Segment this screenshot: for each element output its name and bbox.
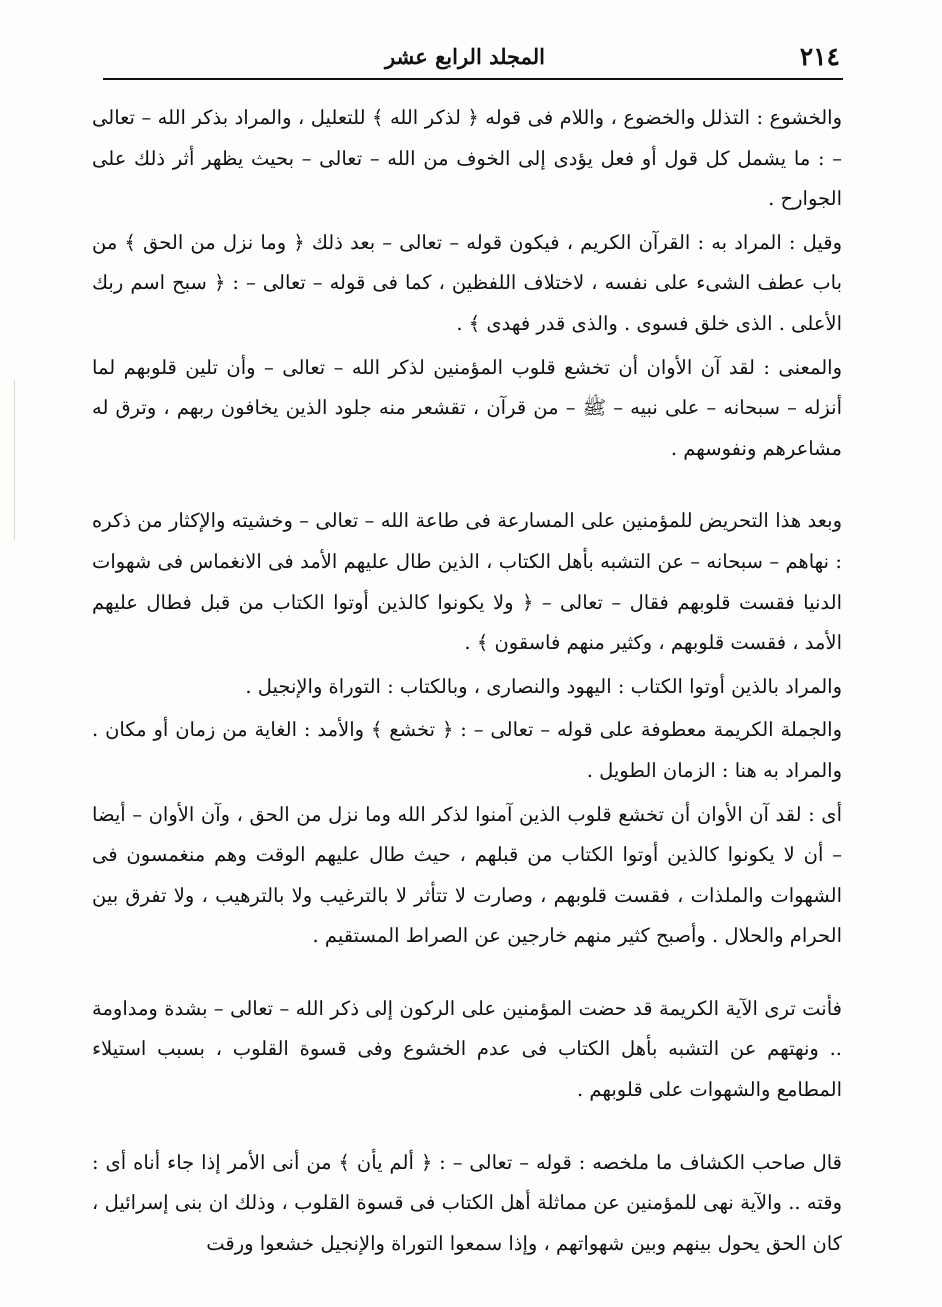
header-divider (103, 78, 843, 80)
paragraph-khushu-definition: والخشوع : التذلل والخضوع ، واللام فى قوله ﴿ لذكر الله ﴾ للتعليل ، والمراد بذكر الله – تعالى – : ما يشمل كل قول أو فعل يؤدى إلى الخوف من الله – تعالى – بحيث يظهر أثر ذلك على الجوارح . (92, 106, 842, 211)
scan-edge-mark (14, 380, 15, 540)
running-header (105, 38, 840, 78)
page-number: ٢١٤ (799, 42, 840, 71)
volume-title: المجلد الرابع عشر (384, 44, 545, 69)
body-text (92, 98, 842, 1264)
paragraph-amad-definition: والجملة الكريمة معطوفة على قوله – تعالى – : ﴿ تخشع ﴾ والأمد : الغاية من زمان أو مكان . والمراد به هنا : الزمان الطويل . (92, 718, 842, 782)
paragraph-people-of-book-definition: والمراد بالذين أوتوا الكتاب : اليهود والنصارى ، وبالكتاب : التوراة والإنجيل . (245, 674, 842, 698)
paragraph-quran-interpretation: وقيل : المراد به : القرآن الكريم ، فيكون قوله – تعالى – بعد ذلك ﴿ وما نزل من الحق ﴾ من باب عطف الشىء على نفسه ، لاختلاف اللفظين ، كما فى قوله – تعالى – : ﴿ سبح اسم ربك الأعلى . الذى خلق فسوى . والذى قدر فهدى ﴾ . (92, 230, 842, 335)
paragraph-kashshaf-quote: قال صاحب الكشاف ما ملخصه : قوله – تعالى – : ﴿ ألم يأن ﴾ من أنى الأمر إذا جاء أناه أى : وقته .. والآية نهى للمؤمنين عن مماثلة أهل الكتاب فى قسوة القلوب ، وذلك ان بنى إسرائيل ، كان الحق يحول بينهم وبين شهواتهم ، وإذا سمعوا التوراة والإنجيل خشعوا ورقت (92, 1150, 842, 1255)
paragraph-verse-commentary: فأنت ترى الآية الكريمة قد حضت المؤمنين على الركون إلى ذكر الله – تعالى – بشدة ومداومة .. ونهتهم عن التشبه بأهل الكتاب فى عدم الخشوع وفى قسوة القلوب ، بسبب استيلاء المطامع والشهوات على قلوبهم . (92, 996, 842, 1102)
paragraph-summary-meaning: أى : لقد آن الأوان أن تخشع قلوب الذين آمنوا لذكر الله وما نزل من الحق ، وآن الأوان – أيضا – أن لا يكونوا كالذين أوتوا الكتاب من قبلهم ، حيث طال عليهم الوقت وهم منغمسون فى الشهوات والملذات ، فقست قلوبهم ، وصارت لا تتأثر لا بالترغيب ولا بالترهيب ، ولا تفرق بين الحرام والحلال . وأصبح كثير منهم خارجين عن الصراط المستقيم . (92, 802, 842, 948)
paragraph-meaning: والمعنى : لقد آن الأوان أن تخشع قلوب المؤمنين لذكر الله – تعالى – وأن تلين قلوبهم لما أنزله – سبحانه – على نبيه – ﷺ – من قرآن ، تقشعر منه جلود الذين يخافون ربهم ، وترق له مشاعرهم ونفوسهم . (92, 355, 842, 460)
paragraph-warning-people-of-book: وبعد هذا التحريض للمؤمنين على المسارعة فى طاعة الله – تعالى – وخشيته والإكثار من ذكره : نهاهم – سبحانه – عن التشبه بأهل الكتاب ، الذين طال عليهم الأمد فى الانغماس فى شهوات الدنيا فقست قلوبهم فقال – تعالى – ﴿ ولا يكونوا كالذين أوتوا الكتاب من قبل فطال عليهم الأمد ، فقست قلوبهم ، وكثير منهم فاسقون ﴾ . (92, 509, 842, 655)
